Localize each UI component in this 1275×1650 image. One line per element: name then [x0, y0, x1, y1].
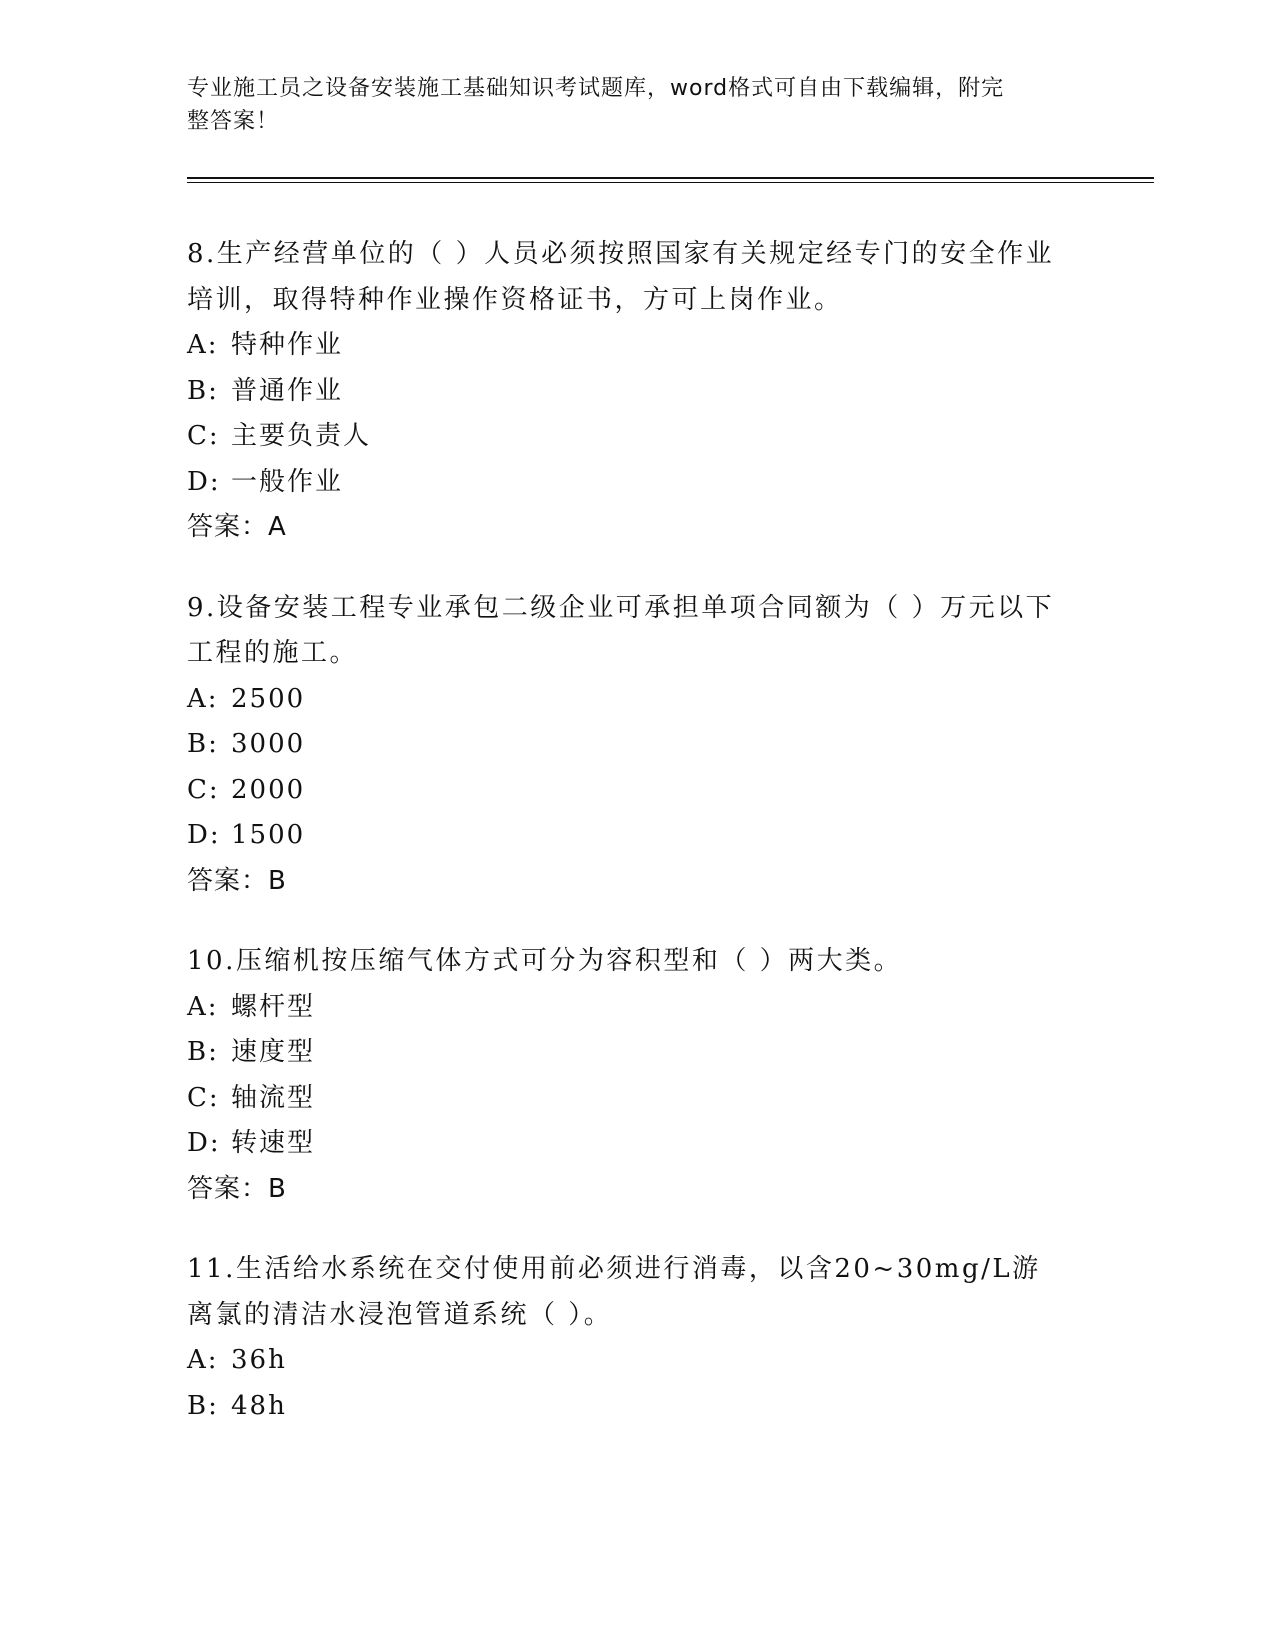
question-list [187, 232, 1087, 1464]
option-a [187, 323, 1087, 369]
option-b [187, 1030, 1087, 1076]
option-letter: A: [187, 683, 219, 714]
option-letter: D: [187, 466, 221, 497]
question-11 [187, 1247, 1087, 1429]
question-8 [187, 232, 1087, 551]
option-letter: D: [187, 1128, 221, 1158]
option-a [187, 677, 1087, 723]
option-letter: A: [187, 991, 219, 1022]
option-text: 螺杆型 [231, 991, 316, 1022]
option-b [187, 369, 1087, 415]
option-letter: D: [187, 820, 221, 850]
option-text: 48h [231, 1390, 287, 1421]
question-stem: 8.生产经营单位的（ ）人员必须按照国家有关规定经专门的安全作业培训，取得特种作业操作资格证书，方可上岗作业。 [187, 239, 1055, 315]
header-divider-thin [187, 182, 1154, 183]
option-text: 2000 [231, 774, 306, 805]
option-b [187, 1384, 1087, 1430]
option-text: 3000 [231, 729, 306, 759]
option-text: 特种作业 [231, 330, 344, 360]
option-text: 一般作业 [231, 466, 344, 497]
answer-line: 答案：B [187, 865, 287, 896]
option-a [187, 1338, 1087, 1384]
option-letter: C: [187, 1082, 220, 1113]
option-text: 轴流型 [231, 1082, 316, 1113]
document-header [187, 72, 1067, 138]
question-stem: 10.压缩机按压缩气体方式可分为容积型和（ ）两大类。 [187, 946, 903, 976]
header-line-2: 整答案！ [187, 109, 280, 134]
option-letter: B: [187, 729, 219, 759]
option-text: 转速型 [231, 1128, 316, 1158]
answer-line: 答案：A [187, 512, 287, 542]
option-c [187, 1076, 1087, 1122]
question-10 [187, 939, 1087, 1212]
answer-line: 答案：B [187, 1173, 287, 1204]
option-text: 36h [231, 1345, 287, 1375]
option-text: 主要负责人 [231, 421, 372, 451]
option-text: 普通作业 [231, 375, 344, 406]
option-d [187, 813, 1087, 859]
option-c [187, 414, 1087, 460]
question-9 [187, 586, 1087, 905]
option-letter: C: [187, 774, 220, 805]
option-text: 1500 [231, 820, 306, 850]
option-a [187, 985, 1087, 1031]
header-divider-thick [187, 177, 1154, 179]
option-letter: A: [187, 1345, 219, 1375]
header-line-1: 专业施工员之设备安装施工基础知识考试题库，word格式可自由下载编辑，附完 [187, 76, 1005, 101]
option-d [187, 1121, 1087, 1167]
question-stem: 11.生活给水系统在交付使用前必须进行消毒，以含20~30mg/L游离氯的清洁水浸泡管道系统（ ）。 [187, 1254, 1041, 1330]
option-letter: C: [187, 421, 220, 451]
option-d [187, 460, 1087, 506]
option-letter: B: [187, 1390, 219, 1421]
option-letter: A: [187, 330, 219, 360]
option-text: 速度型 [231, 1037, 316, 1067]
option-text: 2500 [231, 683, 306, 714]
option-b [187, 722, 1087, 768]
question-stem: 9.设备安装工程专业承包二级企业可承担单项合同额为（ ）万元以下工程的施工。 [187, 592, 1055, 668]
option-c [187, 768, 1087, 814]
option-letter: B: [187, 1037, 219, 1067]
option-letter: B: [187, 375, 219, 406]
